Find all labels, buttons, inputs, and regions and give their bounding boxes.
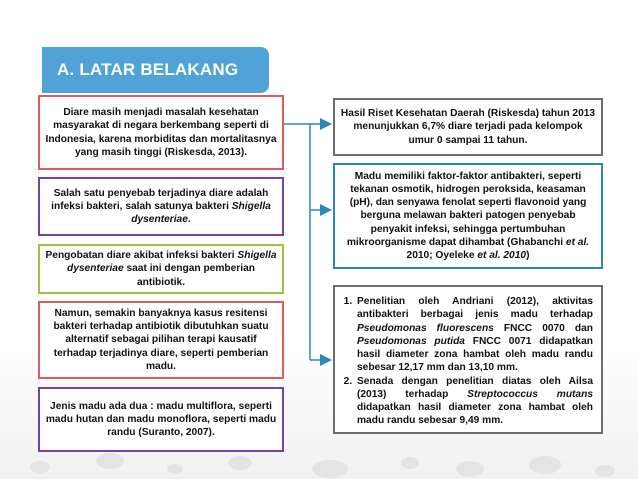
box-penyebab-diare-text: Salah satu penyebab terjadinya diare adalah infeksi bakteri, salah satunya bakteri Shigella dysenteriae.	[51, 187, 271, 226]
box-penelitian	[333, 285, 603, 434]
box-madu-antibakteri-text: Madu memiliki faktor-faktor antibakteri, seperti tekanan osmotik, hidrogen peroksida, keasaman (pH), dan senyawa fenolat seperti flavonoid yang berguna melawan bakteri patogen penyebab penyakit infeksi, sehingga pertumbuhan mikroorganisme dapat dihambat (Ghabanchi et al. 2010; Oyeleke et al. 2010)	[346, 171, 590, 261]
research-list	[341, 295, 593, 428]
box-pengobatan-text: Pengobatan diare akibat infeksi bakteri Shigella dysenteriae saat ini dengan pemberian antibiotik.	[45, 250, 277, 288]
research-item-1: 1. Penelitian oleh Andriani (2012), aktivitas antibakteri berbagai jenis madu terhadap Pseudomonas fluorescens FNCC 0070 dan Pseudomonas putida FNCC 0071 didapatkan hasil diameter zona hambat oleh madu randu sebesar 12,17 mm dan 13,10 mm.	[355, 295, 593, 375]
box-riskesda	[333, 98, 603, 156]
box-riskesda-text: Hasil Riset Kesehatan Daerah (Riskesda) tahun 2013 menunjukkan 6,7% diare terjadi pada kelompok umur 0 sampai 11 tahun.	[340, 108, 596, 146]
box-resistensi-text: Namun, semakin banyaknya kasus resitensi bakteri terhadap antibiotik dibutuhkan suatu alternatif sebagai pilihan terapi kausatif terhadap terjadinya diare, seperti pemberian madu.	[53, 308, 269, 372]
decorative-drops	[0, 439, 638, 479]
box-madu-antibakteri	[333, 163, 603, 269]
research-item-2: 2. Senada dengan penelitian diatas oleh Ailsa (2013) terhadap Streptococcus mutans didapatkan hasil diameter zona hambat oleh madu randu sebesar 9,49 mm.	[355, 375, 593, 428]
section-title: A. LATAR BELAKANG	[42, 47, 269, 93]
box-penyebab-diare	[38, 177, 284, 236]
box-diare-masalah	[38, 95, 284, 170]
box-resistensi	[38, 301, 284, 379]
box-diare-masalah-text: Diare masih menjadi masalah kesehatan masyarakat di negara berkembang seperti di Indonesia, karena morbiditas dan mortalitasnya yang masih tinggi (Riskesda, 2013).	[45, 107, 277, 158]
box-pengobatan	[38, 244, 284, 294]
box-jenis-madu-text: Jenis madu ada dua : madu multiflora, seperti madu hutan dan madu monoflora, seperti madu randu (Suranto, 2007).	[45, 400, 277, 439]
